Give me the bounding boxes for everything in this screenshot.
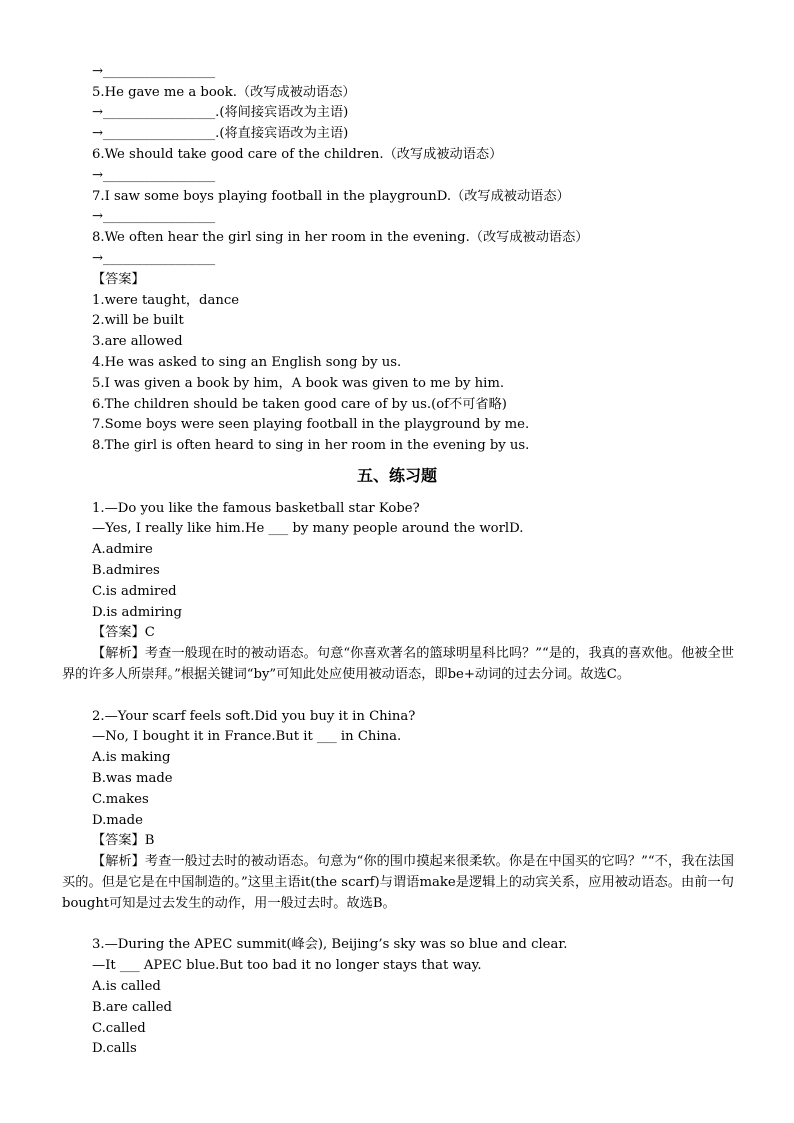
answer-item: 5.I was given a book by him，A book was given to me by him. [92, 376, 505, 391]
question-1-option-a: A.admire [92, 542, 153, 557]
answer-item: 3.are allowed [92, 334, 183, 349]
exercise-item-5: 5.He gave me a book.（改写成被动语态） [92, 85, 356, 100]
answer-item: 4.He was asked to sing an English song by us. [92, 355, 402, 370]
answer-item: 2.will be built [92, 313, 184, 328]
question-1-analysis: 【解析】考查一般现在时的被动语态。句意“你喜欢著名的篮球明星科比吗？”“是的，我真的喜欢他。他被全世界的许多人所崇拜。”根据关键词“by”可知此处应使用被动语态，即be+动词的过去分词。故选C。 [62, 646, 734, 682]
answer-item: 1.were taught，dance [92, 293, 240, 308]
answer-blank-line: →_________________ [92, 64, 216, 79]
exercise-item-7: 7.I saw some boys playing football in the playgrounD.（改写成被动语态） [92, 189, 570, 204]
question-2-analysis: 【解析】考查一般过去时的被动语态。句意为“你的围巾摸起来很柔软。你是在中国买的它吗？”“不，我在法国买的。但是它是在中国制造的。”这里主语it(the scarf)与谓语make是逻辑上的动宾关系，应用被动语态。由前一句bought可知是过去发生的动作，用一般过去时。故选B。 [62, 854, 734, 911]
question-1-option-d: D.is admiring [92, 605, 182, 620]
question-2-option-a: A.is making [92, 750, 171, 765]
answer-heading: 【答案】 [92, 272, 145, 287]
question-3-option-a: A.is called [92, 979, 161, 994]
question-2-option-c: C.makes [92, 792, 149, 807]
question-1-prompt: 1.—Do you like the famous basketball star Kobe? [92, 501, 420, 516]
answer-item: 6.The children should be taken good care of by us.(of不可省略) [92, 397, 507, 412]
exercise-item-8: 8.We often hear the girl sing in her room in the evening.（改写成被动语态） [92, 230, 589, 245]
question-2-option-b: B.was made [92, 771, 173, 786]
question-1-dialogue: —Yes, I really like him.He ___ by many people around the worlD. [92, 521, 524, 536]
question-1-option-b: B.admires [92, 563, 160, 578]
question-2-answer: 【答案】B [92, 833, 155, 848]
answer-blank-line: →_________________.(将直接宾语改为主语) [92, 126, 349, 141]
question-1-option-c: C.is admired [92, 584, 177, 599]
answer-blank-line: →_________________.(将间接宾语改为主语) [92, 105, 349, 120]
question-3-prompt: 3.—During the APEC summit(峰会), Beijing’s sky was so blue and clear. [92, 937, 568, 952]
question-3-dialogue: —It ___ APEC blue.But too bad it no longer stays that way. [92, 958, 482, 973]
answer-item: 8.The girl is often heard to sing in her room in the evening by us. [92, 438, 530, 453]
answer-blank-line: →_________________ [92, 209, 216, 224]
question-2-dialogue: —No, I bought it in France.But it ___ in China. [92, 729, 402, 744]
question-1-answer: 【答案】C [92, 625, 155, 640]
answer-blank-line: →_________________ [92, 251, 216, 266]
section-title: 五、练习题 [356, 466, 437, 485]
answer-blank-line: →_________________ [92, 168, 216, 183]
answer-item: 7.Some boys were seen playing football in the playground by me. [92, 417, 530, 432]
exercise-item-6: 6.We should take good care of the children.（改写成被动语态） [92, 147, 503, 162]
question-3-option-b: B.are called [92, 1000, 172, 1015]
question-2-option-d: D.made [92, 813, 143, 828]
question-2-prompt: 2.—Your scarf feels soft.Did you buy it in China? [92, 709, 416, 724]
question-3-option-d: D.calls [92, 1041, 137, 1056]
question-3-option-c: C.called [92, 1021, 146, 1036]
